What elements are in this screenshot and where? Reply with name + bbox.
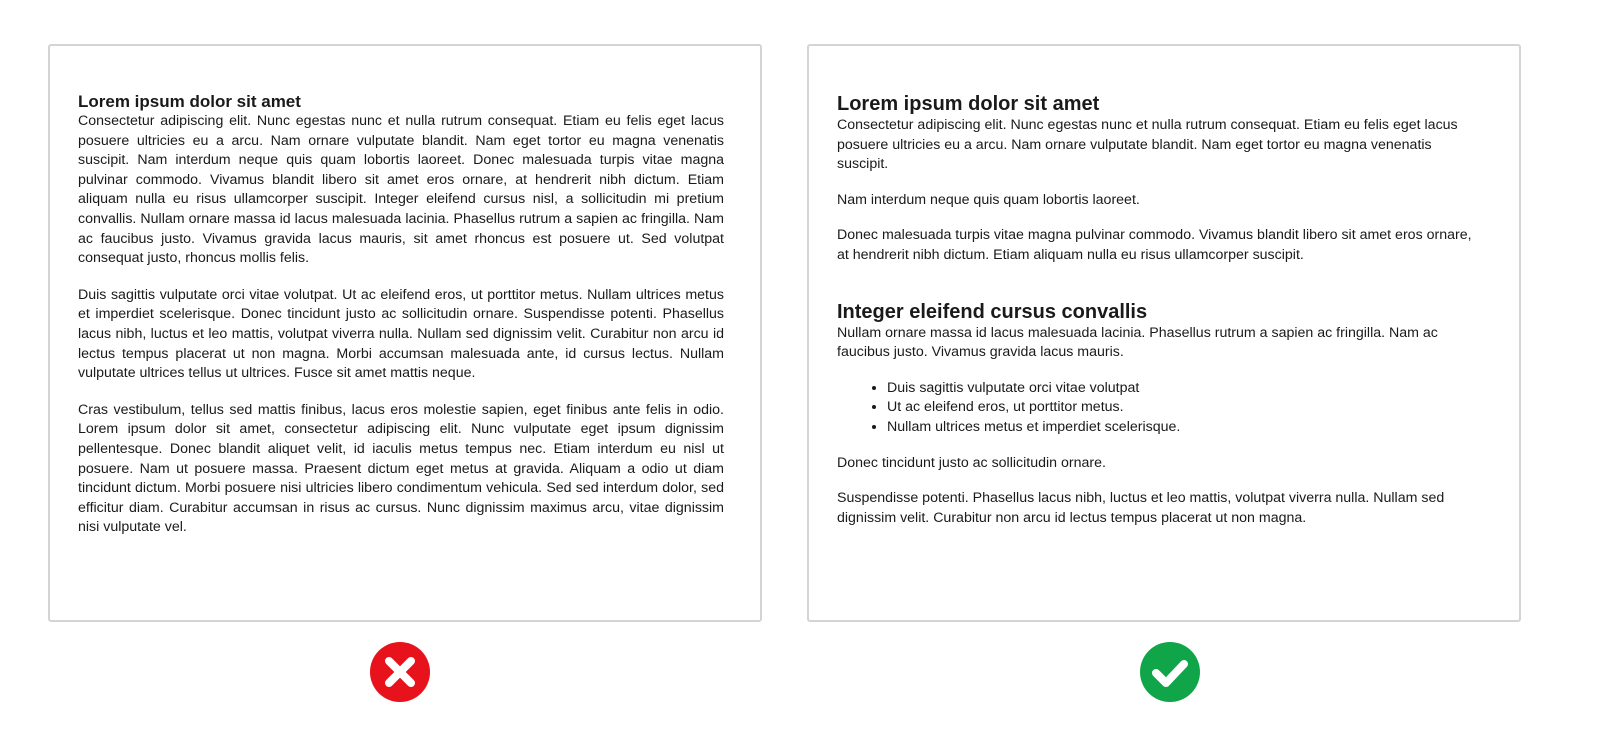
bad-example-heading: Lorem ipsum dolor sit amet: [78, 92, 301, 111]
good-example-paragraph: Donec malesuada turpis vitae magna pulvinar commodo. Vivamus blandit libero sit amet eros ornare, at hendrerit nibh dictum. Etiam aliquam nulla eu risus ullamcorper suscipit.: [837, 227, 1472, 263]
good-example-heading: Lorem ipsum dolor sit amet: [837, 93, 1100, 115]
list-item: • Duis sagittis vulputate orci vitae volutpat: [887, 379, 1483, 399]
list-item: • Nullam ultrices metus et imperdiet scelerisque.: [887, 418, 1483, 438]
bad-example-paragraph: Consectetur adipiscing elit. Nunc egestas nunc et nulla rutrum consequat. Etiam eu felis eget lacus posuere ultricies eu a arcu. Nam ornare vulputate blandit. Nam eget tortor eu magna venenatis suscipit. Nam interdum neque quis quam lobortis laoreet. Donec malesuada turpis vitae magna pulvinar commodo. Vivamus blandit libero sit amet eros ornare, at hendrerit nibh dictum. Etiam aliquam nulla eu risus ullamcorper suscipit. Integer eleifend cursus nisl, a sollicitudin mi pretium convallis. Nullam ornare massa id lacus malesuada lacinia. Phasellus rutrum a sapien ac fringilla. Nam ac faucibus justo. Vivamus gravida lacus mauris, sit amet rhoncus est posuere ut. Sed volutpat consequat justo, rhoncus mollis felis.: [78, 113, 724, 267]
good-example-panel: [807, 44, 1521, 622]
good-example-paragraph: Consectetur adipiscing elit. Nunc egestas nunc et nulla rutrum consequat. Etiam eu felis eget lacus posuere ultricies eu a arcu. Nam ornare vulputate blandit. Nam eget tortor eu magna venenatis suscipit.: [837, 117, 1458, 173]
check-circle-background: [1140, 642, 1200, 702]
good-example-paragraph: Donec tincidunt justo ac sollicitudin ornare.: [837, 454, 1106, 471]
x-circle-icon: [370, 642, 430, 702]
good-example-paragraph: Nam interdum neque quis quam lobortis laoreet.: [837, 191, 1140, 208]
check-circle-icon: [1140, 642, 1200, 702]
good-example-bullet-list: [837, 379, 1483, 438]
bad-example-paragraph: Cras vestibulum, tellus sed mattis finibus, lacus eros molestie sapien, eget finibus ante felis in odio. Lorem ipsum dolor sit amet, consectetur adipiscing elit. Nunc vulputate eget ipsum dignissim pellentesque. Donec blandit aliquet velit, id iaculis metus tempus nec. Etiam interdum eu nisl ut posuere. Nam ut posuere massa. Praesent dictum eget metus at gravida. Aliquam a odio ut diam tincidunt dictum. Morbi posuere nisi ultricies libero condimentum vehicula. Sed sed interdum dolor, sed efficitur diam. Curabitur accumsan in risus ac cursus. Nunc dignissim maximus arcu, vitae dignissim nisi vulputate vel.: [78, 401, 724, 536]
bad-example-panel: [48, 44, 762, 622]
good-example-subheading: Integer eleifend cursus convallis: [837, 300, 1148, 323]
bad-example-paragraph: Duis sagittis vulputate orci vitae volutpat. Ut ac eleifend eros, ut porttitor metus. Nullam ultrices metus et imperdiet scelerisque. Donec tincidunt justo ac sollicitudin ornare. Suspendisse potenti. Phasellus lacus nibh, luctus et leo mattis, volutpat viverra nulla. Nullam sed dignissim velit. Curabitur non arcu id lectus tempus placerat ut non magna. Morbi accumsan malesuada ante, id cursus lectus. Nullam vulputate ultrices tellus ut ultrices. Fusce sit amet mattis neque.: [78, 286, 724, 382]
good-example-paragraph: Nullam ornare massa id lacus malesuada lacinia. Phasellus rutrum a sapien ac fringilla. Nam ac faucibus justo. Vivamus gravida lacus mauris.: [837, 324, 1438, 361]
good-example-paragraph: Suspendisse potenti. Phasellus lacus nibh, luctus et leo mattis, volutpat viverra nulla. Nullam sed dignissim velit. Curabitur non arcu id lectus tempus placerat ut non magna.: [837, 490, 1445, 526]
list-item: • Ut ac eleifend eros, ut porttitor metus.: [887, 398, 1483, 418]
